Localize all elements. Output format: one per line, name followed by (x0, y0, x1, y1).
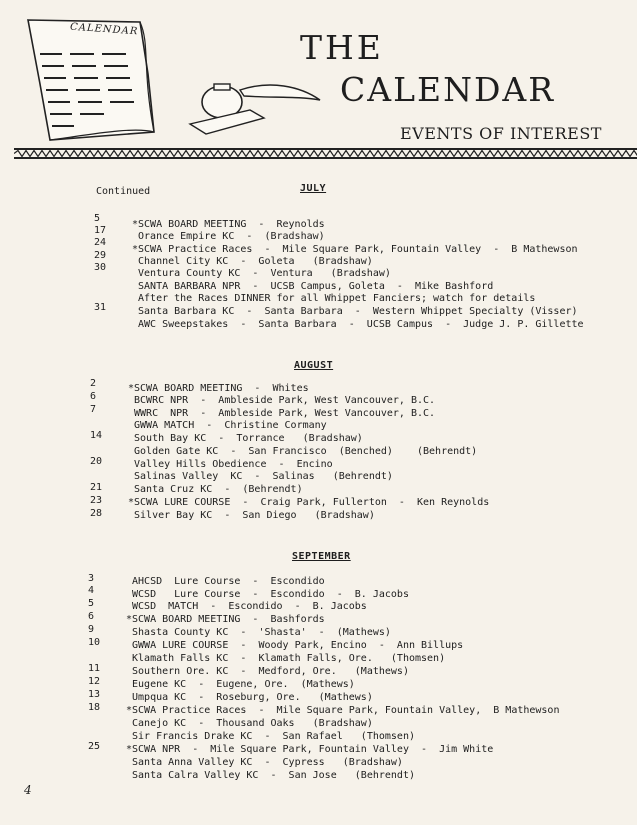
event-day: 5 (94, 213, 101, 224)
event-line: Santa Barbara KC - Santa Barbara - Western Whippet Specialty (Visser) (132, 306, 578, 317)
event-line: Salinas Valley KC - Salinas (Behrendt) (128, 471, 393, 482)
event-line: Channel City KC - Goleta (Bradshaw) (132, 256, 373, 267)
event-line: Valley Hills Obedience - Encino (128, 459, 333, 470)
event-line: BCWRC NPR - Ambleside Park, West Vancouver, B.C. (128, 395, 436, 406)
event-line: GWWA MATCH - Christine Cormany (128, 420, 327, 431)
continued-label: Continued (96, 186, 151, 197)
event-day: 6 (90, 391, 97, 402)
event-line: Orance Empire KC - (Bradshaw) (132, 231, 325, 242)
event-line: *SCWA BOARD MEETING - Whites (128, 383, 309, 394)
event-line: Sir Francis Drake KC - San Rafael (Thomsen) (126, 731, 415, 742)
title-calendar: CALENDAR (340, 70, 556, 109)
event-line: Klamath Falls KC - Klamath Falls, Ore. (Thomsen) (126, 653, 446, 664)
month-heading-september: SEPTEMBER (292, 551, 351, 562)
event-line: South Bay KC - Torrance (Bradshaw) (128, 433, 363, 444)
event-line: After the Races DINNER for all Whippet Fanciers; watch for details (132, 293, 536, 304)
event-day: 17 (94, 225, 107, 236)
event-day: 12 (88, 676, 101, 687)
event-day: 20 (90, 456, 103, 467)
month-heading-july: JULY (300, 183, 327, 194)
title-the: THE (300, 28, 384, 67)
event-day: 18 (88, 702, 101, 713)
event-day: 13 (88, 689, 101, 700)
event-line: Santa Cruz KC - (Behrendt) (128, 484, 303, 495)
calendar-illustration-label: CALENDAR (69, 21, 139, 38)
event-line: Santa Anna Valley KC - Cypress (Bradshaw) (126, 757, 403, 768)
event-line: AWC Sweepstakes - Santa Barbara - UCSB Campus - Judge J. P. Gillette (132, 319, 584, 330)
event-line: WCSD MATCH - Escondido - B. Jacobs (126, 601, 367, 612)
event-line: WCSD Lure Course - Escondido - B. Jacobs (126, 589, 409, 600)
event-day: 6 (88, 611, 95, 622)
event-day: 4 (88, 585, 95, 596)
event-day: 30 (94, 262, 107, 273)
event-line: Silver Bay KC - San Diego (Bradshaw) (128, 510, 375, 521)
event-day: 28 (90, 508, 103, 519)
event-day: 7 (90, 404, 97, 415)
event-day: 3 (88, 573, 95, 584)
event-line: *SCWA Practice Races - Mile Square Park, Fountain Valley, B Mathewson (126, 705, 560, 716)
event-line: *SCWA BOARD MEETING - Bashfords (126, 614, 325, 625)
event-line: Shasta County KC - 'Shasta' - (Mathews) (126, 627, 391, 638)
month-heading-august: AUGUST (294, 360, 334, 371)
event-line: GWWA LURE COURSE - Woody Park, Encino - Ann Billups (126, 640, 464, 651)
event-line: Southern Ore. KC - Medford, Ore. (Mathews) (126, 666, 409, 677)
header-rule-ornament (14, 150, 637, 157)
event-line: SANTA BARBARA NPR - UCSB Campus, Goleta - Mike Bashford (132, 281, 494, 292)
event-line: *SCWA BOARD MEETING - Reynolds (132, 219, 325, 230)
event-line: Santa Calra Valley KC - San Jose (Behrendt) (126, 770, 415, 781)
event-day: 29 (94, 250, 107, 261)
event-day: 9 (88, 624, 95, 635)
event-line: AHCSD Lure Course - Escondido (126, 576, 325, 587)
event-day: 25 (88, 741, 101, 752)
event-line: *SCWA Practice Races - Mile Square Park, Fountain Valley - B Mathewson (132, 244, 578, 255)
event-day: 5 (88, 598, 95, 609)
event-day: 2 (90, 378, 97, 389)
event-day: 24 (94, 237, 107, 248)
subtitle-events-of-interest: EVENTS OF INTEREST (400, 124, 602, 143)
event-line: Canejo KC - Thousand Oaks (Bradshaw) (126, 718, 373, 729)
event-line: WWRC NPR - Ambleside Park, West Vancouver, B.C. (128, 408, 436, 419)
event-line: Eugene KC - Eugene, Ore. (Mathews) (126, 679, 355, 690)
event-day: 14 (90, 430, 103, 441)
event-line: *SCWA LURE COURSE - Craig Park, Fullerton - Ken Reynolds (128, 497, 490, 508)
event-line: Ventura County KC - Ventura (Bradshaw) (132, 268, 391, 279)
inkwell-quill-illustration (180, 80, 330, 140)
page-number: 4 (24, 783, 32, 797)
event-line: *SCWA NPR - Mile Square Park, Fountain Valley - Jim White (126, 744, 494, 755)
event-day: 21 (90, 482, 103, 493)
calendar-header (0, 0, 637, 160)
event-day: 10 (88, 637, 101, 648)
event-day: 23 (90, 495, 103, 506)
event-line: Golden Gate KC - San Francisco (Benched) (Behrendt) (128, 446, 478, 457)
header-rule-bottom (14, 157, 637, 159)
event-line: Umpqua KC - Roseburg, Ore. (Mathews) (126, 692, 373, 703)
event-day: 11 (88, 663, 101, 674)
event-day: 31 (94, 302, 107, 313)
